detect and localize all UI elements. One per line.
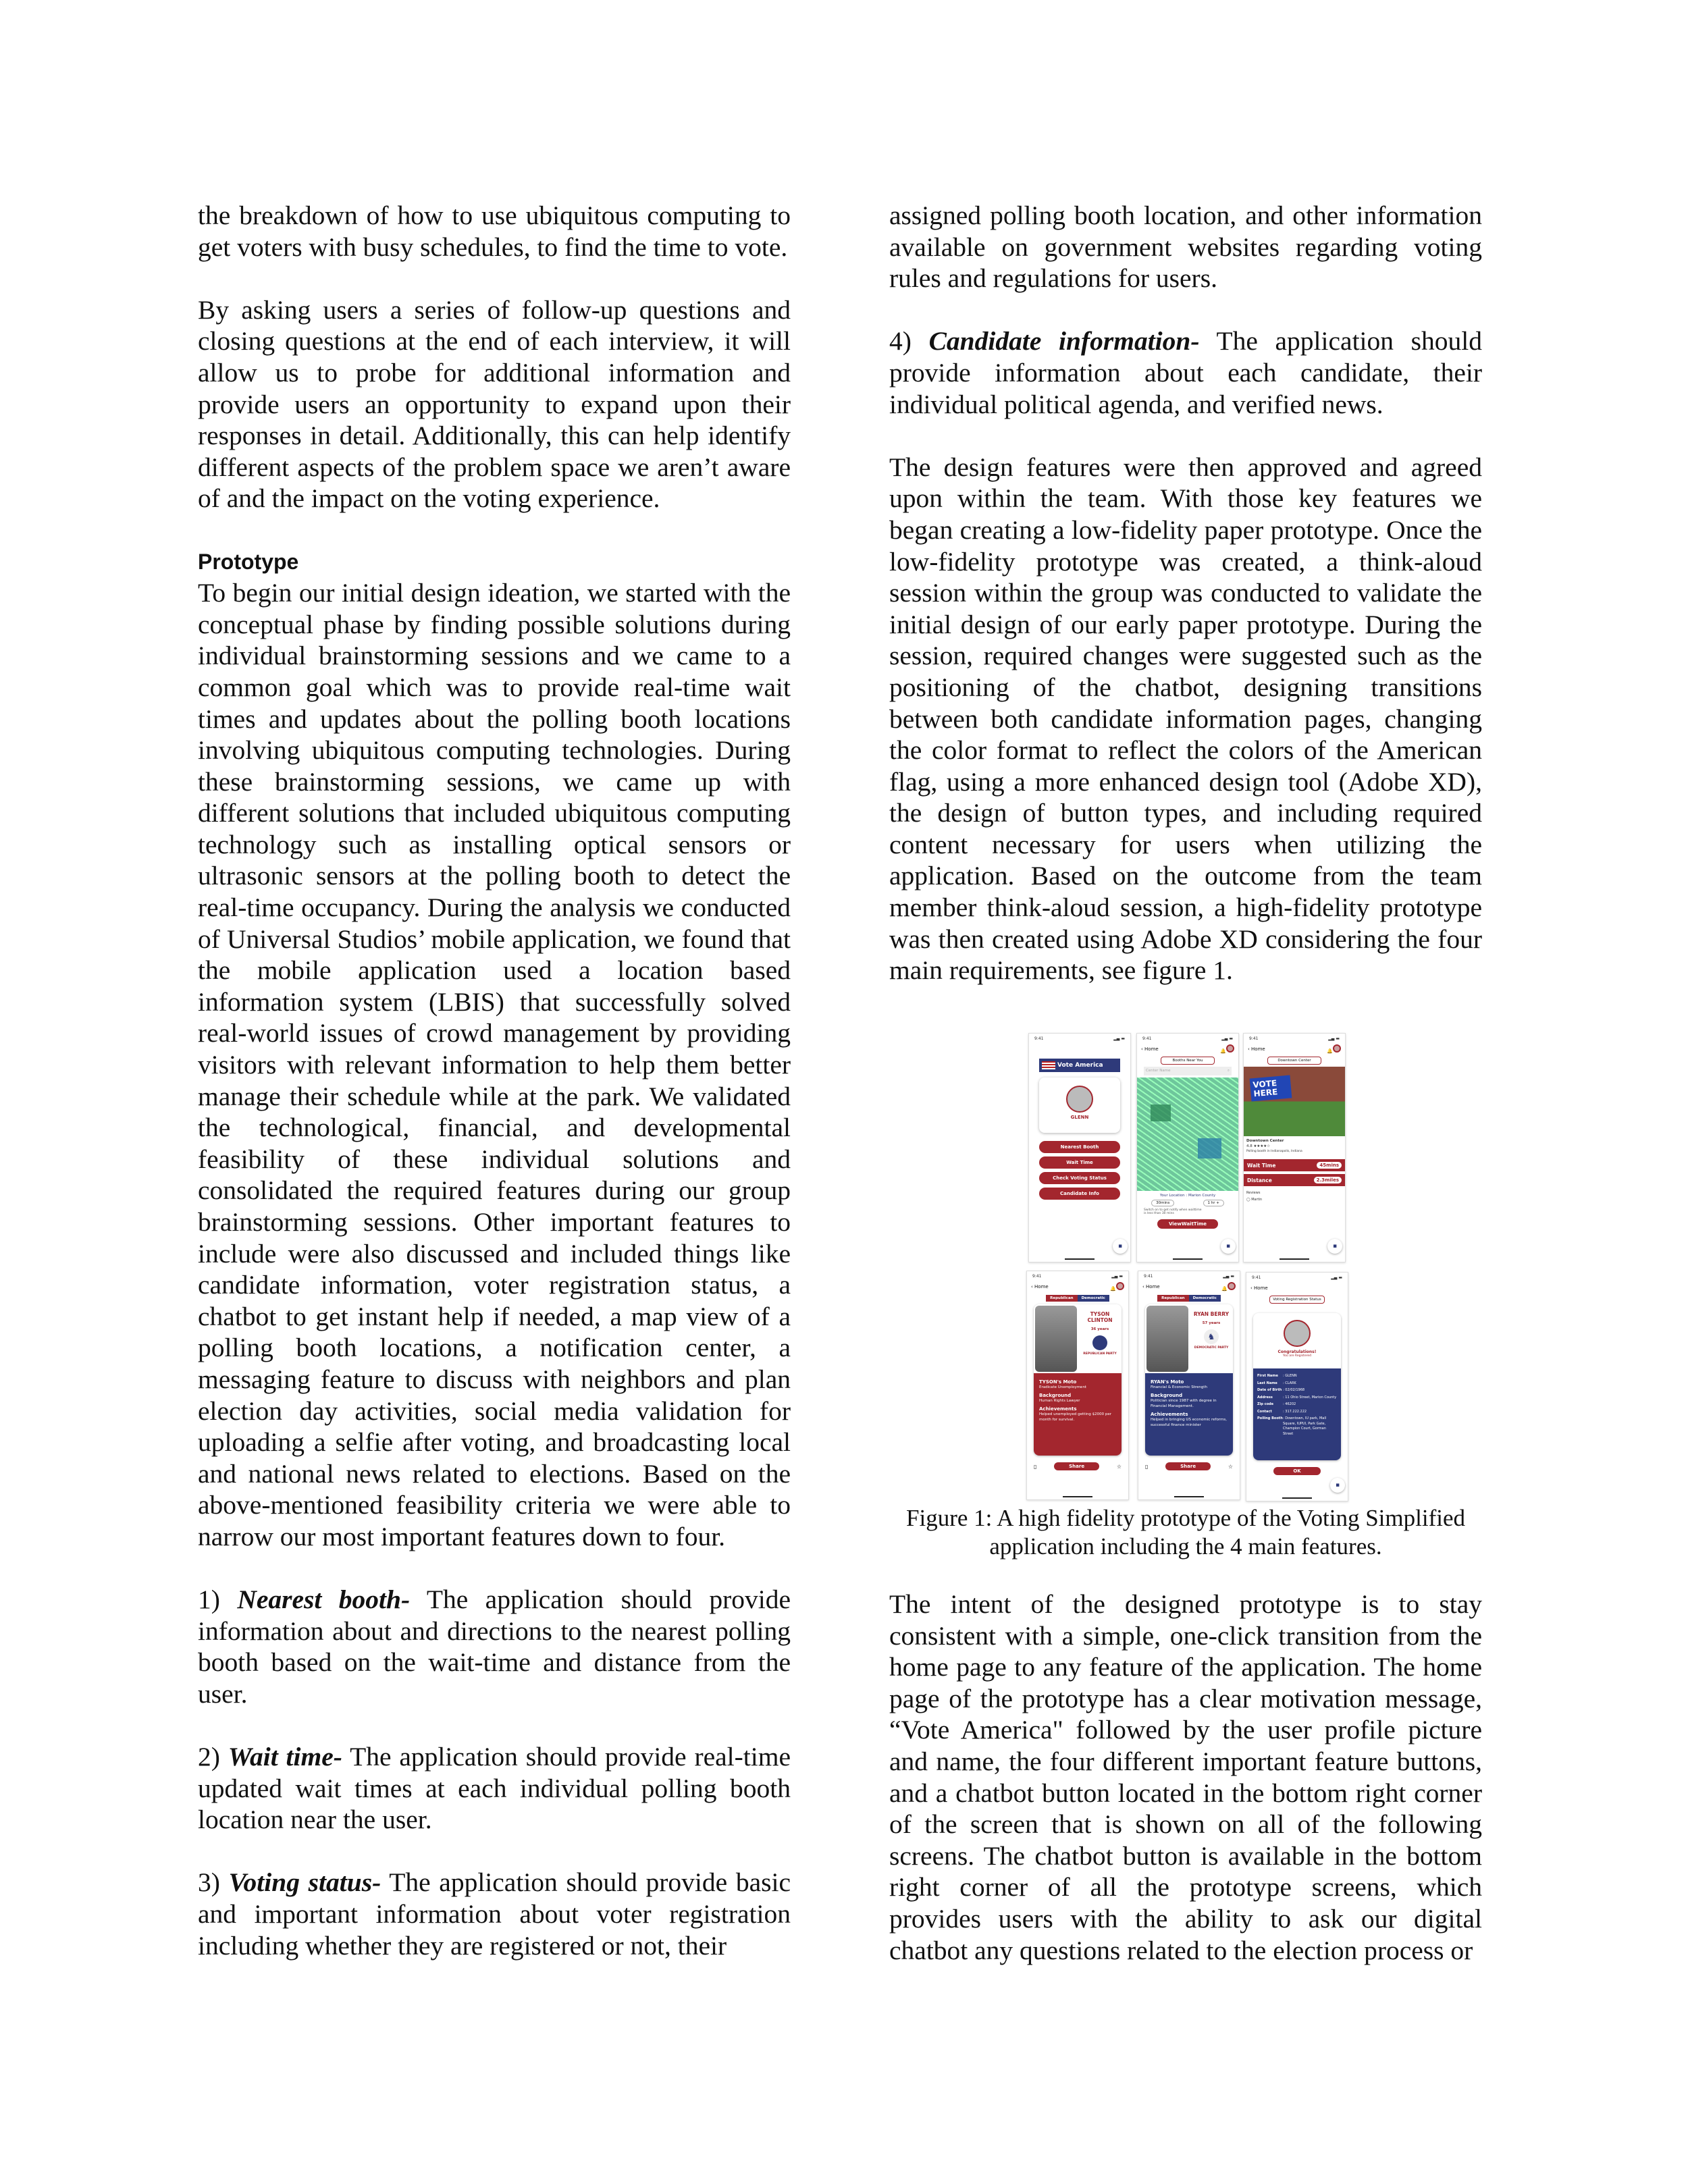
candidate-photo bbox=[1035, 1306, 1077, 1372]
home-indicator bbox=[1282, 1497, 1312, 1499]
phone-booth-screen bbox=[1243, 1033, 1346, 1262]
avatar bbox=[1066, 1086, 1093, 1113]
signal-icon: ▂▄ ▬ bbox=[1223, 1274, 1234, 1279]
paragraph: The intent of the designed prototype is to stay consistent with a simple, one-click transition from the home page to any feature of the application. The home page of the prototype has a clear motivation message, “Vote America" followed by the user profile picture and name, the four different important feature buttons, and a chatbot button located in the bottom right corner of the screen that is shown on all of the following screens. The chatbot button is available in the bottom right corner of all the prototype screens, which provides users with the ability to ask our digital chatbot any questions related to the election process or bbox=[889, 1589, 1482, 1965]
paragraph: the breakdown of how to use ubiquitous computing to get voters with busy schedules, to find the time to vote. bbox=[198, 201, 791, 262]
voter-details bbox=[1253, 1368, 1341, 1460]
feature-lead: Voting status- bbox=[228, 1867, 381, 1898]
home-indicator bbox=[1280, 1258, 1309, 1260]
tab-democratic[interactable]: Democratic bbox=[1078, 1295, 1109, 1302]
ok-button[interactable]: OK bbox=[1273, 1467, 1321, 1475]
phone-candidate-republican bbox=[1026, 1271, 1129, 1500]
feature-lead: Wait time- bbox=[228, 1742, 342, 1772]
wait-value: 45mins bbox=[1317, 1162, 1342, 1169]
status-time: 9:41 bbox=[1144, 1274, 1153, 1279]
right-column bbox=[889, 200, 1482, 1017]
search-icon: ⌕ bbox=[1227, 1069, 1230, 1073]
feature-lead: Nearest booth- bbox=[237, 1584, 411, 1615]
feature-lead: Candidate information- bbox=[928, 326, 1200, 356]
figure-caption bbox=[889, 1504, 1482, 1561]
donkey-logo-icon: ♞ bbox=[1204, 1329, 1219, 1344]
app-banner bbox=[1039, 1059, 1120, 1072]
home-indicator bbox=[1065, 1258, 1094, 1260]
back-label: Home bbox=[1254, 1285, 1268, 1291]
num: 4) bbox=[889, 326, 929, 356]
profile-card bbox=[1039, 1077, 1120, 1133]
signal-icon: ▂▄ ▬ bbox=[1331, 1275, 1342, 1280]
bookmark-icon[interactable]: ▯ bbox=[1034, 1463, 1037, 1470]
candidate-card bbox=[1034, 1304, 1122, 1456]
phone-map-screen bbox=[1136, 1033, 1239, 1262]
chatbot-icon[interactable]: ▪ bbox=[1330, 1478, 1345, 1493]
paragraph: assigned polling booth location, and other information available on government websites regarding voting rules and regulations for users. bbox=[889, 201, 1482, 294]
wait-label: Wait Time bbox=[1247, 1162, 1276, 1169]
star-icon[interactable]: ☆ bbox=[1228, 1463, 1233, 1470]
back-label: Home bbox=[1251, 1046, 1265, 1052]
bell-icon[interactable]: 🔔 bbox=[1220, 1044, 1234, 1054]
back-label: Home bbox=[1146, 1284, 1160, 1289]
moto-heading: TYSON's Moto bbox=[1039, 1379, 1077, 1385]
candidate-photo bbox=[1146, 1306, 1188, 1372]
feature-1 bbox=[198, 1584, 791, 1709]
achievements: Helped unemployed getting $2000 per month for survival. bbox=[1039, 1412, 1111, 1422]
booth-desc: Polling booth in Indianapolis, Indiana bbox=[1246, 1150, 1302, 1153]
status-time: 9:41 bbox=[1034, 1036, 1044, 1041]
feature-2 bbox=[198, 1741, 791, 1836]
congrats-text: Congratulations! bbox=[1277, 1350, 1317, 1354]
avatar bbox=[1284, 1320, 1311, 1347]
nearest-booth-button[interactable]: Nearest Booth bbox=[1039, 1141, 1120, 1153]
detail-label: Address bbox=[1257, 1395, 1273, 1400]
detail-row bbox=[1257, 1416, 1337, 1437]
num: 2) bbox=[198, 1742, 228, 1772]
bell-icon[interactable]: 🔔 bbox=[1327, 1044, 1341, 1054]
app-title: Vote America bbox=[1057, 1062, 1103, 1069]
back-button[interactable]: ‹ Home bbox=[1142, 1284, 1160, 1289]
chatbot-icon[interactable]: ▪ bbox=[1327, 1239, 1342, 1254]
avatar bbox=[1226, 1044, 1234, 1053]
wait-time-button[interactable]: Wait Time bbox=[1039, 1156, 1120, 1169]
share-button[interactable]: Share bbox=[1165, 1462, 1211, 1470]
detail-value: : Downtown, IU park, Mall Square, IUPUI, Park Gate, Champion Court, Gorman Street bbox=[1283, 1416, 1327, 1436]
paragraph: By asking users a series of follow-up questions and closing questions at the end of each interview, it will allow us to probe for additional information and provide users an opportunity to expand upon their responses in detail. Additionally, this can help identify different aspects of the problem space we aren’t aware of and the impact on the voting experience. bbox=[198, 294, 791, 514]
background: Politician since 1987 with degree in Financial Management. bbox=[1151, 1399, 1217, 1408]
distance-label: Distance bbox=[1247, 1177, 1272, 1183]
detail-label: First Name bbox=[1257, 1374, 1278, 1378]
candidate-name: RYAN BERRY bbox=[1193, 1311, 1230, 1317]
distance-bar bbox=[1244, 1174, 1345, 1186]
check-voting-status-button[interactable]: Check Voting Status bbox=[1039, 1172, 1120, 1184]
num: 3) bbox=[198, 1867, 229, 1898]
achievements-heading: Achievements bbox=[1151, 1412, 1188, 1417]
party-name: DEMOCRATIC PARTY bbox=[1194, 1346, 1229, 1350]
user-name: GLENN bbox=[1070, 1115, 1089, 1120]
back-button[interactable]: ‹ Home bbox=[1141, 1046, 1159, 1052]
home-indicator bbox=[1174, 1496, 1204, 1497]
feature-text: The application should provide basic and important information about voter registration including whether they are registered or not, their bbox=[198, 1867, 791, 1961]
booth-name-pill: Downtown Center bbox=[1267, 1057, 1321, 1065]
registration-card bbox=[1253, 1313, 1341, 1460]
detail-value: : 317.222.222 bbox=[1283, 1409, 1307, 1414]
flag-icon bbox=[1042, 1061, 1055, 1069]
party-seal-icon bbox=[1092, 1335, 1107, 1350]
user-icon: ◯ bbox=[1246, 1198, 1252, 1202]
detail-value: : GLENN bbox=[1283, 1374, 1297, 1378]
moto-heading: RYAN's Moto bbox=[1151, 1379, 1184, 1385]
detail-value: : 46202 bbox=[1283, 1402, 1296, 1406]
home-indicator bbox=[1063, 1496, 1092, 1497]
avatar bbox=[1116, 1282, 1124, 1290]
status-time: 9:41 bbox=[1252, 1275, 1261, 1280]
back-label: Home bbox=[1144, 1046, 1159, 1052]
candidate-name: TYSON CLINTON bbox=[1087, 1311, 1113, 1323]
num: 1) bbox=[198, 1584, 238, 1615]
rating: 4.8 ★★★★☆ bbox=[1246, 1144, 1271, 1148]
view-wait-time-button[interactable]: ViewWaitTime bbox=[1157, 1219, 1218, 1229]
booth-photo bbox=[1244, 1067, 1345, 1136]
caption-line: application including the 4 main features. bbox=[989, 1533, 1382, 1560]
star-icon[interactable]: ☆ bbox=[1116, 1463, 1122, 1470]
detail-value: : 11 Ohio Street, Marion County bbox=[1283, 1395, 1337, 1400]
left-column bbox=[198, 200, 791, 1993]
phone-candidate-democratic bbox=[1138, 1271, 1240, 1500]
caption-line: Figure 1: A high fidelity prototype of the Voting Simplified bbox=[906, 1505, 1465, 1531]
figure-1 bbox=[1026, 1028, 1350, 1500]
detail-row bbox=[1257, 1410, 1337, 1415]
detail-value: : 02/02/1968 bbox=[1283, 1388, 1305, 1392]
back-button[interactable]: ‹ Home bbox=[1031, 1284, 1049, 1289]
candidate-info-button[interactable]: Candidate Info bbox=[1039, 1188, 1120, 1200]
phone-home-screen bbox=[1028, 1033, 1131, 1262]
feature-3 bbox=[198, 1867, 791, 1961]
booths-near-you-pill: Booths Near You bbox=[1161, 1057, 1215, 1065]
detail-value: : CLARK bbox=[1283, 1381, 1296, 1385]
search-input[interactable] bbox=[1144, 1067, 1232, 1075]
back-button[interactable]: ‹ Home bbox=[1248, 1046, 1265, 1052]
status-time: 9:41 bbox=[1142, 1036, 1152, 1041]
notify-text: Switch on to get notify when waittime is less than 30 mins bbox=[1144, 1208, 1202, 1215]
back-label: Home bbox=[1034, 1284, 1049, 1289]
status-pill: Voting Registration Status bbox=[1269, 1296, 1325, 1304]
paragraph: To begin our initial design ideation, we started with the conceptual phase by finding possible solutions during individual brainstorming sessions and we came to a common goal which was to provide real-time wait times and updates about the polling booth locations involving ubiquitous computing technologies. During these brainstorming sessions, we came up with different solutions that included ubiquitous computing technology such as installing optical sensors or ultrasonic sensors at the polling booth to detect the real-time occupancy. During the analysis we conducted of Universal Studios’ mobile application, we found that the mobile application used a location based information system (LBIS) that successfully solved real-world issues of crowd management by providing visitors with relevant information to help them better manage their schedule while at the park. We validated the technological, financial, and developmental feasibility of these individual solutions and consolidated the required features during our group brainstorming sessions. Other important features to include were also discussed and included things like candidate information, voter registration status, a chatbot to get instant help if needed, a map view of a polling booth locations, a notification center, a messaging feature to discuss with neighbors and plan election day activities, social media validation for uploading a selfie after voting, and broadcasting local and national news related to elections. Based on the above-mentioned feasibility criteria we were able to narrow our most important features down to four. bbox=[198, 578, 791, 1551]
detail-row bbox=[1257, 1381, 1337, 1387]
detail-label: Polling Booth bbox=[1257, 1416, 1283, 1420]
reviewer: Martin bbox=[1251, 1198, 1263, 1202]
avatar bbox=[1333, 1044, 1341, 1053]
reviews-label: Reviews bbox=[1246, 1191, 1261, 1195]
status-time: 9:41 bbox=[1249, 1036, 1259, 1041]
section-heading: Prototype bbox=[198, 549, 299, 574]
registered-text: You are Registered bbox=[1283, 1354, 1311, 1358]
signal-icon: ▂▄ ▬ bbox=[1113, 1036, 1125, 1041]
achievements: Helped in bringing US economic reforms, successful finance minister bbox=[1151, 1418, 1227, 1427]
background-heading: Background bbox=[1151, 1393, 1183, 1398]
feature-text: The application should provide information about each candidate, their individual political agenda, and verified news. bbox=[889, 326, 1483, 419]
feature-text: The application should provide real-time updated wait times at each individual polling booth location near the user. bbox=[198, 1742, 791, 1835]
detail-label: Date of Birth bbox=[1257, 1388, 1282, 1392]
wait-time-bar bbox=[1244, 1159, 1345, 1171]
chatbot-icon[interactable]: ▪ bbox=[1221, 1239, 1236, 1254]
detail-label: Zip code bbox=[1257, 1402, 1274, 1406]
detail-row bbox=[1257, 1388, 1337, 1393]
tab-republican[interactable]: Republican bbox=[1046, 1295, 1077, 1302]
candidate-card bbox=[1145, 1304, 1233, 1456]
back-button[interactable]: ‹ Home bbox=[1250, 1285, 1268, 1291]
feature-4 bbox=[889, 325, 1482, 420]
bell-icon[interactable]: 🔔 bbox=[1110, 1282, 1124, 1291]
detail-row bbox=[1257, 1402, 1337, 1408]
map[interactable] bbox=[1137, 1077, 1238, 1191]
detail-label: Last Name bbox=[1257, 1381, 1277, 1385]
candidate-age: 57 years bbox=[1202, 1321, 1221, 1325]
right-column-lower bbox=[889, 1589, 1482, 1998]
location-label: Your Location : Marion County bbox=[1159, 1194, 1216, 1198]
tab-republican[interactable]: Republican bbox=[1157, 1295, 1188, 1302]
signal-icon: ▂▄ ▬ bbox=[1328, 1036, 1340, 1041]
detail-row bbox=[1257, 1395, 1337, 1401]
achievements-heading: Achievements bbox=[1039, 1406, 1077, 1412]
detail-label: Contact bbox=[1257, 1409, 1272, 1414]
background: Human Rights Lawyer bbox=[1039, 1399, 1080, 1403]
vote-here-sign: VOTE HERE bbox=[1250, 1075, 1292, 1101]
moto: Eradicate Unemployment bbox=[1039, 1385, 1087, 1389]
moto: Financial & Economic Strength bbox=[1151, 1385, 1208, 1389]
signal-icon: ▂▄ ▬ bbox=[1221, 1036, 1233, 1041]
phone-registration-status bbox=[1246, 1272, 1348, 1501]
candidate-age: 36 years bbox=[1090, 1327, 1109, 1331]
feature-text: The application should provide information about and directions to the nearest polling booth based on the wait-time and distance from the user. bbox=[198, 1584, 791, 1709]
bell-icon[interactable]: 🔔 bbox=[1221, 1282, 1236, 1291]
search-placeholder: Center Name bbox=[1146, 1069, 1171, 1073]
booth-name: Downtown Center bbox=[1246, 1139, 1284, 1143]
share-button[interactable]: Share bbox=[1054, 1462, 1099, 1470]
status-time: 9:41 bbox=[1032, 1274, 1042, 1279]
tab-democratic[interactable]: Democratic bbox=[1189, 1295, 1221, 1302]
chatbot-icon[interactable]: ▪ bbox=[1113, 1239, 1128, 1254]
detail-row bbox=[1257, 1374, 1337, 1379]
bookmark-icon[interactable]: ▯ bbox=[1145, 1463, 1149, 1470]
time-chip: 1 hr + bbox=[1203, 1200, 1224, 1206]
avatar bbox=[1228, 1282, 1236, 1290]
time-chip: 30mins bbox=[1151, 1200, 1174, 1206]
home-indicator bbox=[1173, 1258, 1203, 1260]
party-name: REPUBLICAN PARTY bbox=[1083, 1352, 1117, 1356]
paragraph: The design features were then approved and agreed upon within the team. With those key features we began creating a low-fidelity paper prototype. Once the low-fidelity prototype was created, a think-aloud session within the group was conducted to validate the initial design of our early paper prototype. During the session, required changes were suggested such as the positioning of the chatbot, designing transitions between both candidate information pages, changing the color format to reflect the colors of the American flag, using a more enhanced design tool (Adobe XD), the design of button types, and including required content necessary for users when utilizing the application. Based on the outcome from the team member think-aloud session, a high-fidelity prototype was then created using Adobe XD considering the four main requirements, see figure 1. bbox=[889, 452, 1482, 986]
distance-value: 2.3miles bbox=[1314, 1177, 1342, 1183]
signal-icon: ▂▄ ▬ bbox=[1111, 1274, 1123, 1279]
background-heading: Background bbox=[1039, 1393, 1072, 1398]
